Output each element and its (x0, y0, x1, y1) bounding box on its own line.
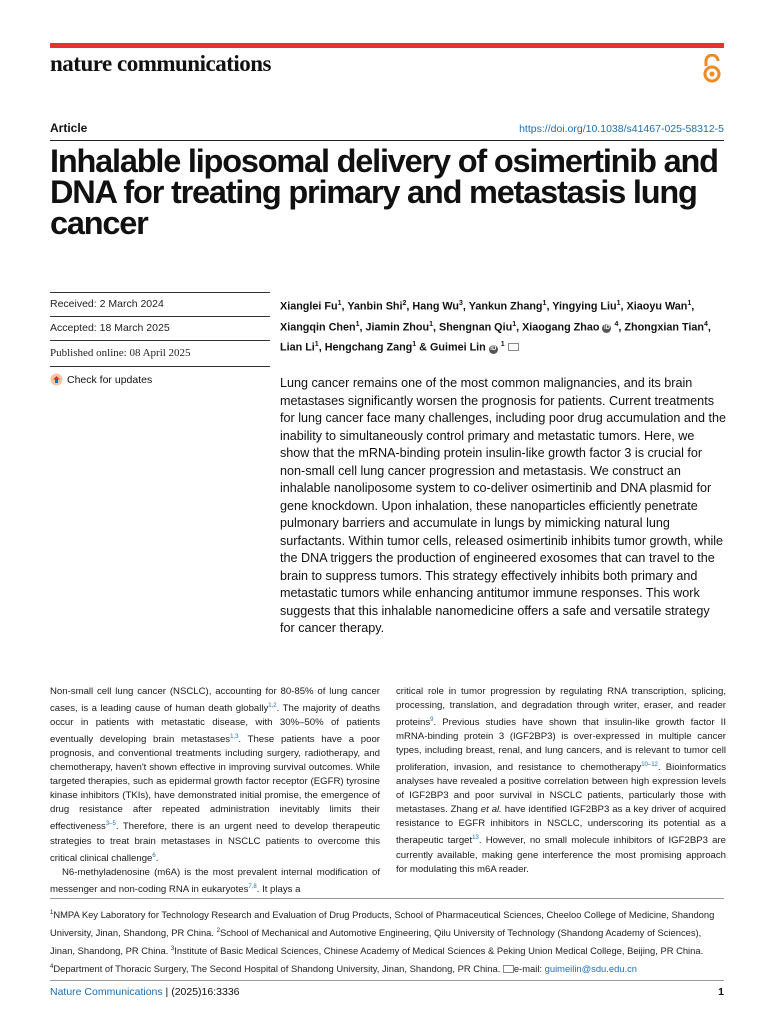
author-name[interactable]: Xiaoyu Wan (626, 300, 688, 313)
accepted-date: Accepted: 18 March 2025 (50, 322, 170, 334)
footer-citation: Nature Communications | (2025)16:3336 (50, 986, 240, 998)
author-name[interactable]: Hengchang Zang (324, 341, 413, 354)
author-name[interactable]: Jiamin Zhou (365, 321, 430, 334)
check-updates-button[interactable] (50, 373, 152, 386)
published-date: Published online: 08 April 2025 (50, 347, 191, 359)
author-name[interactable]: Yanbin Shi (347, 300, 403, 313)
author-affiliation: 1 (355, 320, 360, 328)
citation-ref[interactable]: 1,3 (230, 734, 239, 741)
author-name[interactable]: Yankun Zhang (468, 300, 543, 313)
article-type-label: Article (50, 121, 88, 135)
citation-ref[interactable]: 13 (472, 835, 479, 842)
body-column-left (50, 685, 380, 897)
author-name[interactable]: Lian Li (280, 341, 315, 354)
citation-ref[interactable]: 1,2 (268, 703, 277, 709)
author-affiliation: 1 (412, 341, 417, 349)
meta-rule-top (50, 292, 270, 293)
author-affiliation: 1 (314, 341, 319, 349)
meta-rule-3 (50, 366, 270, 367)
author-affiliation: 1 (337, 300, 342, 307)
citation-ref[interactable]: 7,8 (248, 883, 257, 890)
author-affiliation: 1 (512, 320, 517, 328)
citation-ref[interactable]: 3–5 (105, 821, 116, 828)
author-name[interactable]: Yingying Liu (552, 300, 617, 313)
author-affiliation: 4 (703, 320, 708, 328)
footer-journal-link[interactable]: Nature Communications (50, 986, 163, 998)
author-name[interactable]: Zhongxian Tian (624, 321, 704, 334)
doi-link[interactable]: https://doi.org/10.1038/s41467-025-58312-5 (519, 123, 724, 135)
open-access-icon (700, 54, 724, 84)
check-updates-icon (50, 373, 63, 386)
header-rule (50, 43, 724, 48)
body-paragraph: N6-methyladenosine (m6A) is the most prevalent internal modification of messenger and non-coding RNA in eukaryotes$^{7,8}$. It plays a (50, 866, 380, 895)
footer-rule (50, 980, 724, 981)
title-rule (50, 140, 724, 141)
journal-name: nature communications (50, 51, 271, 76)
check-updates-label: Check for updates (67, 373, 153, 386)
author-name[interactable]: Guimei Lin (429, 341, 486, 354)
citation-ref[interactable]: 10–12 (641, 762, 658, 769)
author-list: Xianglei Fu$^1$, Yanbin Shi$^2$, Hang Wu$^3$, Yankun Zhang$^1$, Yingying Liu$^1$, Xiaoyu Wan$^1$, Xiangqin Chen$^1$, Jiamin Zhou$^1$, Shengnan Qiu$^1$, Xiaogang Zhao iD $^4$, Zhongxian Tian$^4$, Lian Li$^1$, Hengchang Zang$^1$ & Guimei Lin iD $^1$ (280, 300, 711, 354)
received-date: Received: 2 March 2024 (50, 298, 164, 310)
citation-ref[interactable]: 9 (430, 717, 434, 723)
email-link[interactable]: guimeilin@sdu.edu.cn (544, 963, 638, 975)
author-affiliation: 2 (402, 300, 407, 307)
orcid-icon[interactable]: iD (490, 345, 497, 352)
article-title: Inhalable liposomal delivery of osimertinib and DNA for treating primary and metastasis lung cancer (50, 143, 718, 241)
author-affiliation: 4 (614, 320, 619, 328)
body-paragraph: critical role in tumor progression by regulating RNA transcription, splicing, processing, translation, and degradation through writer, eraser, and reader proteins$^9$. Previous studies have shown that insulin-like growth factor II mRNA-binding protein 3 (IGF2BP3) is over-expressed in multiple cancer types, including breast, renal, and lung cancers, and is relevant to tumor cell proliferation, invasion, and resistance to chemotherapy$^{10-12}$. Bioinformatics analyses have revealed a positive correlation between high expression levels of IGF2BP3 and poor survival in NSCLC patients, particularly those with metastases. Zhang et al. have identified IGF2BP3 as a key driver of acquired resistance to EGFR inhibitors in NSCLC, underscoring its potential as a therapeutic target$^{13}$. However, no small molecule inhibitors of IGF2BP3 are currently available, making gene interference the most promising approach for modulating this m6A reader. (396, 686, 727, 875)
meta-rule-2 (50, 340, 270, 341)
author-affiliation: 1 (429, 320, 433, 328)
abstract: Lung cancer remains one of the most common malignancies, and its brain metastases significantly worsen the prognosis for patients. Current treatments for lung cancer face many challenges, including poor drug accumulation and the inability to simultaneously control primary and metastatic tumors. Here, we show that the mRNA-binding protein insulin-like growth factor 3 is crucial for non-small cell lung cancer progression and metastasis. We construct an inhalable nanoliposome system to co-deliver osimertinib and DNA plasmid for gene knockdown. Upon inhalation, these nanoparticles efficiently penetrate pulmonary barriers and accumulate in lungs by mimicking natural lung surfactants. Within tumor cells, released osimertinib inhibits tumor growth, while the DNA triggers the production of engineered exosomes that can travel to the brain to suppress tumors. This strategy effectively inhibits both primary and metastatic tumors while enhancing antitumor immune responses. This work suggests that this inhalable nanomedicine offers a safe and versatile strategy for cancer therapy. (280, 376, 726, 635)
affiliations: $^1$NMPA Key Laboratory for Technology Research and Evaluation of Drug Products, School of Pharmaceutical Sciences, Cheeloo College of Medicine, Shandong University, Jinan, Shandong, PR China. $^2$School of Mechanical and Automotive Engineering, Qilu University of Technology (Shandong Academy of Sciences), Jinan, Shandong, PR China. $^3$Institute of Basic Medical Sciences, Chinese Academy of Medical Sciences & Peking Union Medical College, Beijing, PR China. $^4$Department of Thoracic Surgery, The Second Hospital of Shandong University, Jinan, Shandong, PR China. e-mail: guimeilin@sdu.edu.cn (50, 909, 715, 975)
body-paragraph: Non-small cell lung cancer (NSCLC), accounting for 80-85% of lung cancer cases, is a leading cause of human death globally$^{1,2}$. The majority of deaths occur in patients with metastatic disease, with 30%–50% of patients eventually developing brain metastases$^{1,3}$. These patients have a poor prognosis, and conventional treatments including surgery, radiotherapy, and chemotherapy, haven't shown effective in improving survival outcomes. While targeted therapies, such as epidermal growth factor receptor (EGFR) tyrosine kinase inhibitors (TKIs), have demonstrated initial promise, the emergence of drug resistance after repeated administration inevitably limits their effectiveness$^{3-5}$. Therefore, there is an urgent need to develop therapeutic strategies to treat brain metastases in NSCLC patients to overcome this critical clinical challenge$^6$. (50, 686, 380, 864)
author-affiliation: 3 (459, 300, 463, 307)
author-name[interactable]: Shengnan Qiu (439, 321, 513, 334)
mail-icon[interactable] (508, 343, 519, 351)
author-name[interactable]: Xianglei Fu (280, 300, 338, 313)
author-affiliation: 1 (687, 300, 692, 307)
author-name[interactable]: Xiangqin Chen (280, 321, 356, 334)
mail-icon (503, 965, 514, 973)
author-affiliation: 1 (500, 341, 505, 349)
author-affiliation: 1 (542, 300, 547, 307)
author-affiliation: 1 (616, 300, 621, 307)
orcid-icon[interactable]: iD (603, 325, 610, 332)
citation-ref[interactable]: 6 (152, 852, 156, 859)
author-name[interactable]: Xiaogang Zhao (522, 321, 600, 334)
body-column-right (396, 685, 726, 877)
author-name[interactable]: Hang Wu (412, 300, 460, 313)
affiliations-rule (50, 898, 724, 899)
meta-rule-1 (50, 316, 270, 317)
page-number: 1 (718, 986, 724, 998)
